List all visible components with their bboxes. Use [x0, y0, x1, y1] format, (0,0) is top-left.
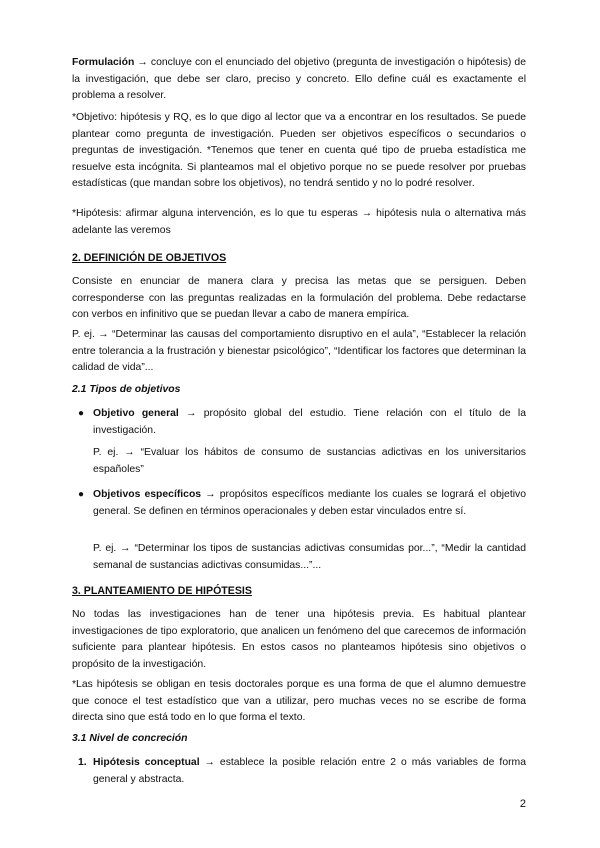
- term-objetivos-especificos: Objetivos específicos: [93, 489, 202, 500]
- page-number: 2: [519, 798, 526, 810]
- paragraph-objetivo-note: *Objetivo: hipótesis y RQ, es lo que digo al lector que va a encontrar en los resultados. Se puede plantear como pregunta de investigación. Pueden ser objetivos específicos o secundarios o preguntas de investigación. *Tenemos que tener en cuenta qué tipo de prueba estadística me resuelve esta incógnita. Si planteamos mal el objetivo porque no se puede resolver por pruebas estadísticas (que mandan sobre los objetivos), no tendrá sentido y no lo podré resolver.: [72, 112, 526, 189]
- term-hipotesis-conceptual: Hipótesis conceptual: [93, 757, 200, 768]
- paragraph-no-todas: No todas las investigaciones han de tener una hipótesis previa. Es habitual plantear investigaciones de tipo exploratorio, que analicen un fenómeno del que carecemos de información suficiente para plantear hipótesis. En estos casos no planteamos hipótesis sino objetivos o propósito de la investigación.: [72, 609, 526, 670]
- objetivos-especificos-text: → propósitos específicos mediante los cuales se logrará el objetivo general. Se definen en términos operacionales y deben estar vinculados entre sí.: [93, 489, 526, 517]
- list-item-hipotesis-conceptual: [93, 755, 526, 788]
- paragraph-ejemplos-objetivos: P. ej. → “Determinar las causas del comportamiento disruptivo en el aula”, “Establecer la relación entre tolerancia a la frustración y bienestar psicológico”, “Identificar los factores que determinan la calidad de vida”...: [72, 329, 526, 373]
- subheading-nivel-concrecion: 3.1 Nivel de concreción: [72, 733, 188, 744]
- example-objetivos-especificos: P. ej. → “Determinar los tipos de sustancias adictivas consumidas por...”, “Medir la cantidad semanal de sustancias adictivas consumidas...”...: [93, 543, 526, 571]
- section-heading-planteamiento-hipotesis: 3. PLANTEAMIENTO DE HIPÓTESIS: [72, 585, 252, 597]
- list-item-objetivo-general: [93, 406, 526, 439]
- paragraph-tesis-note: *Las hipótesis se obligan en tesis doctorales porque es una forma de que el alumno demuestre que conoce el test estadístico que van a utilizar, pero muchas veces no se escribe de forma directa sino que está todo en lo que forma el texto.: [72, 679, 526, 723]
- paragraph-formulacion-text: → concluye con el enunciado del objetivo (pregunta de investigación o hipótesis) de la investigación, que debe ser claro, preciso y concreto. Ello define cuál es exactamente el problema a resolver.: [72, 57, 526, 101]
- term-formulacion: Formulación: [72, 57, 135, 68]
- list-number: 1.: [78, 757, 87, 768]
- list-item-objetivos-especificos: [93, 487, 526, 520]
- example-objetivo-general: P. ej. → “Evaluar los hábitos de consumo de sustancias adictivas en los universitarios españoles”: [93, 447, 526, 475]
- objetivo-general-text: → propósito global del estudio. Tiene relación con el título de la investigación.: [93, 408, 526, 436]
- bullet-icon: ●: [78, 489, 85, 500]
- subheading-tipos-objetivos: 2.1 Tipos de objetivos: [72, 384, 181, 395]
- bullet-icon: ●: [78, 408, 85, 419]
- paragraph-definicion: Consiste en enunciar de manera clara y precisa las metas que se persiguen. Deben corresponderse con las preguntas realizadas en la formulación del problema. Debe redactarse con verbos en infinitivo que se puedan llevar a cabo de manera empírica.: [72, 276, 526, 320]
- term-objetivo-general: Objetivo general: [93, 408, 179, 419]
- paragraph-formulacion: [72, 55, 526, 105]
- paragraph-hipotesis-note: *Hipótesis: afirmar alguna intervención, es lo que tu esperas → hipótesis nula o alternativa más adelante las veremos: [72, 208, 526, 236]
- section-heading-definicion-objetivos: 2. DEFINICIÓN DE OBJETIVOS: [72, 252, 227, 264]
- hipotesis-conceptual-text: → establece la posible relación entre 2 o más variables de forma general y abstracta.: [93, 757, 526, 785]
